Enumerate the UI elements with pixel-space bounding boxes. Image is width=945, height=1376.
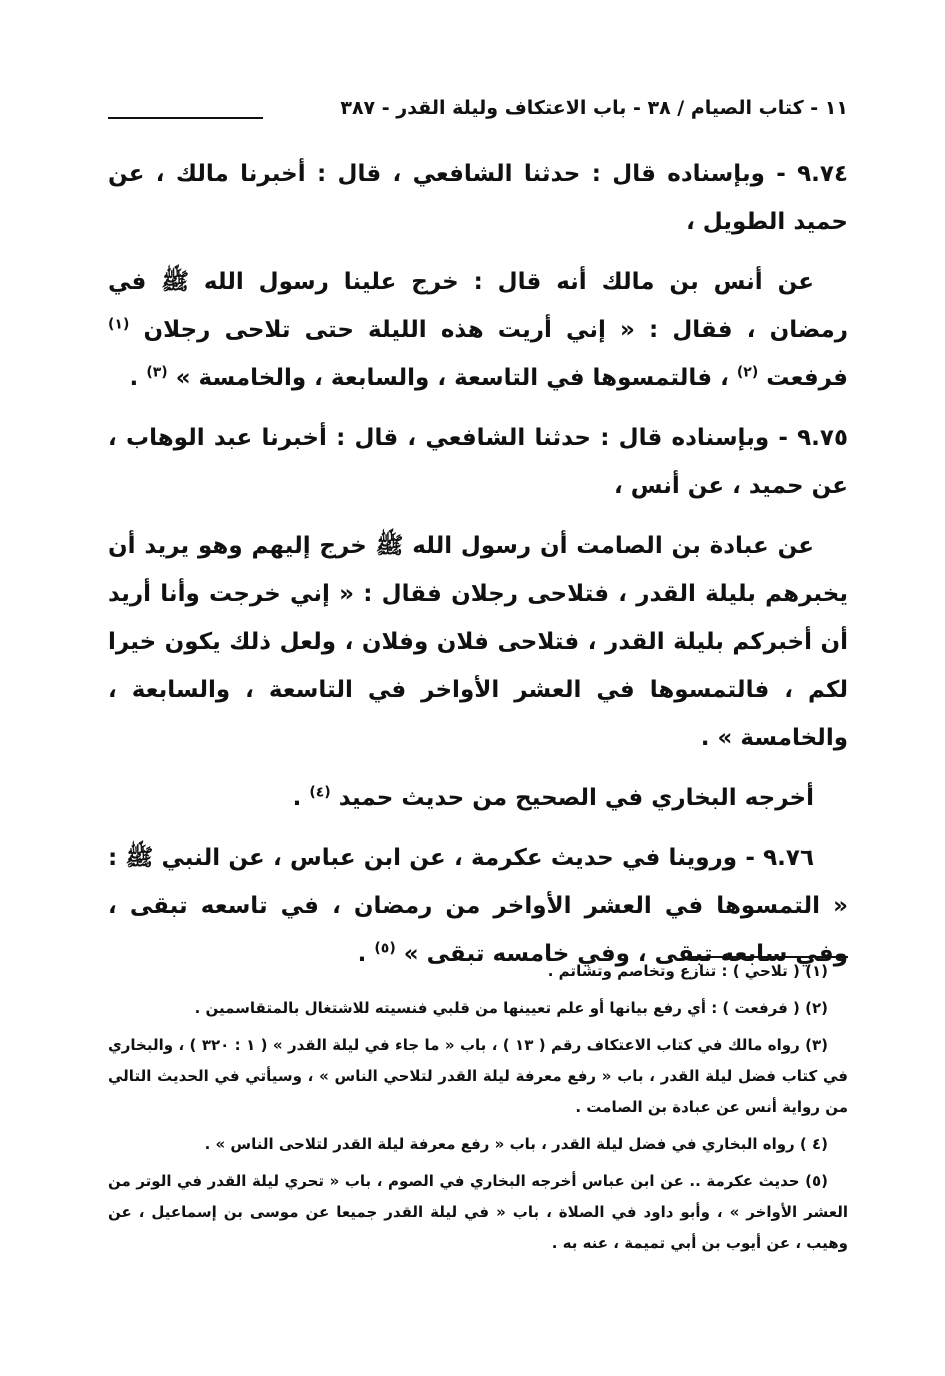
- footnote-3: (٣) رواه مالك في كتاب الاعتكاف رقم ( ١٣ ) ، باب « ما جاء في ليلة القدر » ( ١ : ٣٢٠ ) ، والبخاري في كتاب فضل ليلة القدر ، باب « رفع معرفة ليلة القدر لتلاحي الناس » ، وسيأتي في الحديث التالي من رواية أنس عن عبادة بن الصامت .: [108, 1036, 848, 1116]
- paragraph-text: ٩.٧٦ - وروينا في حديث عكرمة ، عن ابن عباس ، عن النبي ﷺ : « التمسوها في العشر الأواخر من رمضان ، في تاسعه تبقى ، وفي سابعه تبقى ، وفي خامسه تبقى »: [108, 845, 848, 967]
- hadith-974-matn: [108, 258, 848, 402]
- running-title: ١١ - كتاب الصيام / ٣٨ - باب الاعتكاف وليلة القدر - ٣٨٧: [340, 97, 848, 119]
- page-header: [108, 92, 848, 132]
- hadith-974-isnad: [108, 150, 848, 246]
- hadith-975-isnad: [108, 414, 848, 510]
- paragraph-text: .: [357, 941, 367, 967]
- footnote-1: (١) ( تلاحي ) : تنازع وتخاصم وتشاتم .: [547, 962, 828, 980]
- footnote-ref-2: (٢): [736, 364, 759, 381]
- footnote-2: (٢) ( فرفعت ) : أي رفع بيانها أو علم تعيينها من قلبي فنسيته للاشتغال بالمتقاسمين .: [194, 999, 828, 1017]
- footnote-ref-3: (٣): [146, 364, 168, 381]
- footnote-ref-1: (١): [108, 316, 130, 333]
- paragraph-text: ، فالتمسوها في التاسعة ، والسابعة ، والخامسة »: [175, 365, 729, 391]
- footnote-ref-4: (٤): [309, 784, 331, 801]
- paragraph-text: ٩.٧٤ - وبإسناده قال : حدثنا الشافعي ، قال : أخبرنا مالك ، عن حميد الطويل ،: [108, 161, 848, 235]
- takhrij-note: [108, 774, 848, 822]
- header-rule: [108, 117, 263, 119]
- footnote-4: (٤ ) رواه البخاري في فضل ليلة القدر ، باب « رفع معرفة ليلة القدر لتلاحى الناس » .: [204, 1135, 828, 1153]
- paragraph-text: عن أنس بن مالك أنه قال : خرج علينا رسول الله ﷺ في رمضان ، فقال : « إني أريت هذه الليلة حتى تلاحى رجلان: [108, 269, 848, 343]
- hadith-975-matn: [108, 522, 848, 762]
- paragraph-text: .: [129, 365, 139, 391]
- paragraph-text: .: [292, 785, 302, 811]
- paragraph-text: عن عبادة بن الصامت أن رسول الله ﷺ خرج إليهم وهو يريد أن يخبرهم بليلة القدر ، فتلاحى رجلان فقال : « إني خرجت وأنا أريد أن أخبركم بليلة القدر ، فتلاحى فلان وفلان ، ولعل ذلك يكون خيرا لكم ، فالتمسوها في العشر الأواخر في التاسعة ، والسابعة ، والخامسة » .: [108, 533, 848, 751]
- main-text: [108, 150, 848, 990]
- footnote-5: (٥) حديث عكرمة .. عن ابن عباس أخرجه البخاري في الصوم ، باب « تحري ليلة القدر في الوتر من العشر الأواخر » ، وأبو داود في الصلاة ، باب « في ليلة القدر جميعا عن موسى بن إسماعيل ، عن وهيب ، عن أيوب بن أبي تميمة ، عنه به .: [108, 1172, 848, 1252]
- paragraph-text: فرفعت: [766, 365, 848, 391]
- footnote-ref-5: (٥): [374, 940, 396, 957]
- paragraph-text: ٩.٧٥ - وبإسناده قال : حدثنا الشافعي ، قال : أخبرنا عبد الوهاب ، عن حميد ، عن أنس ،: [108, 425, 848, 499]
- paragraph-text: أخرجه البخاري في الصحيح من حديث حميد: [338, 785, 814, 811]
- footnotes: [108, 950, 848, 1259]
